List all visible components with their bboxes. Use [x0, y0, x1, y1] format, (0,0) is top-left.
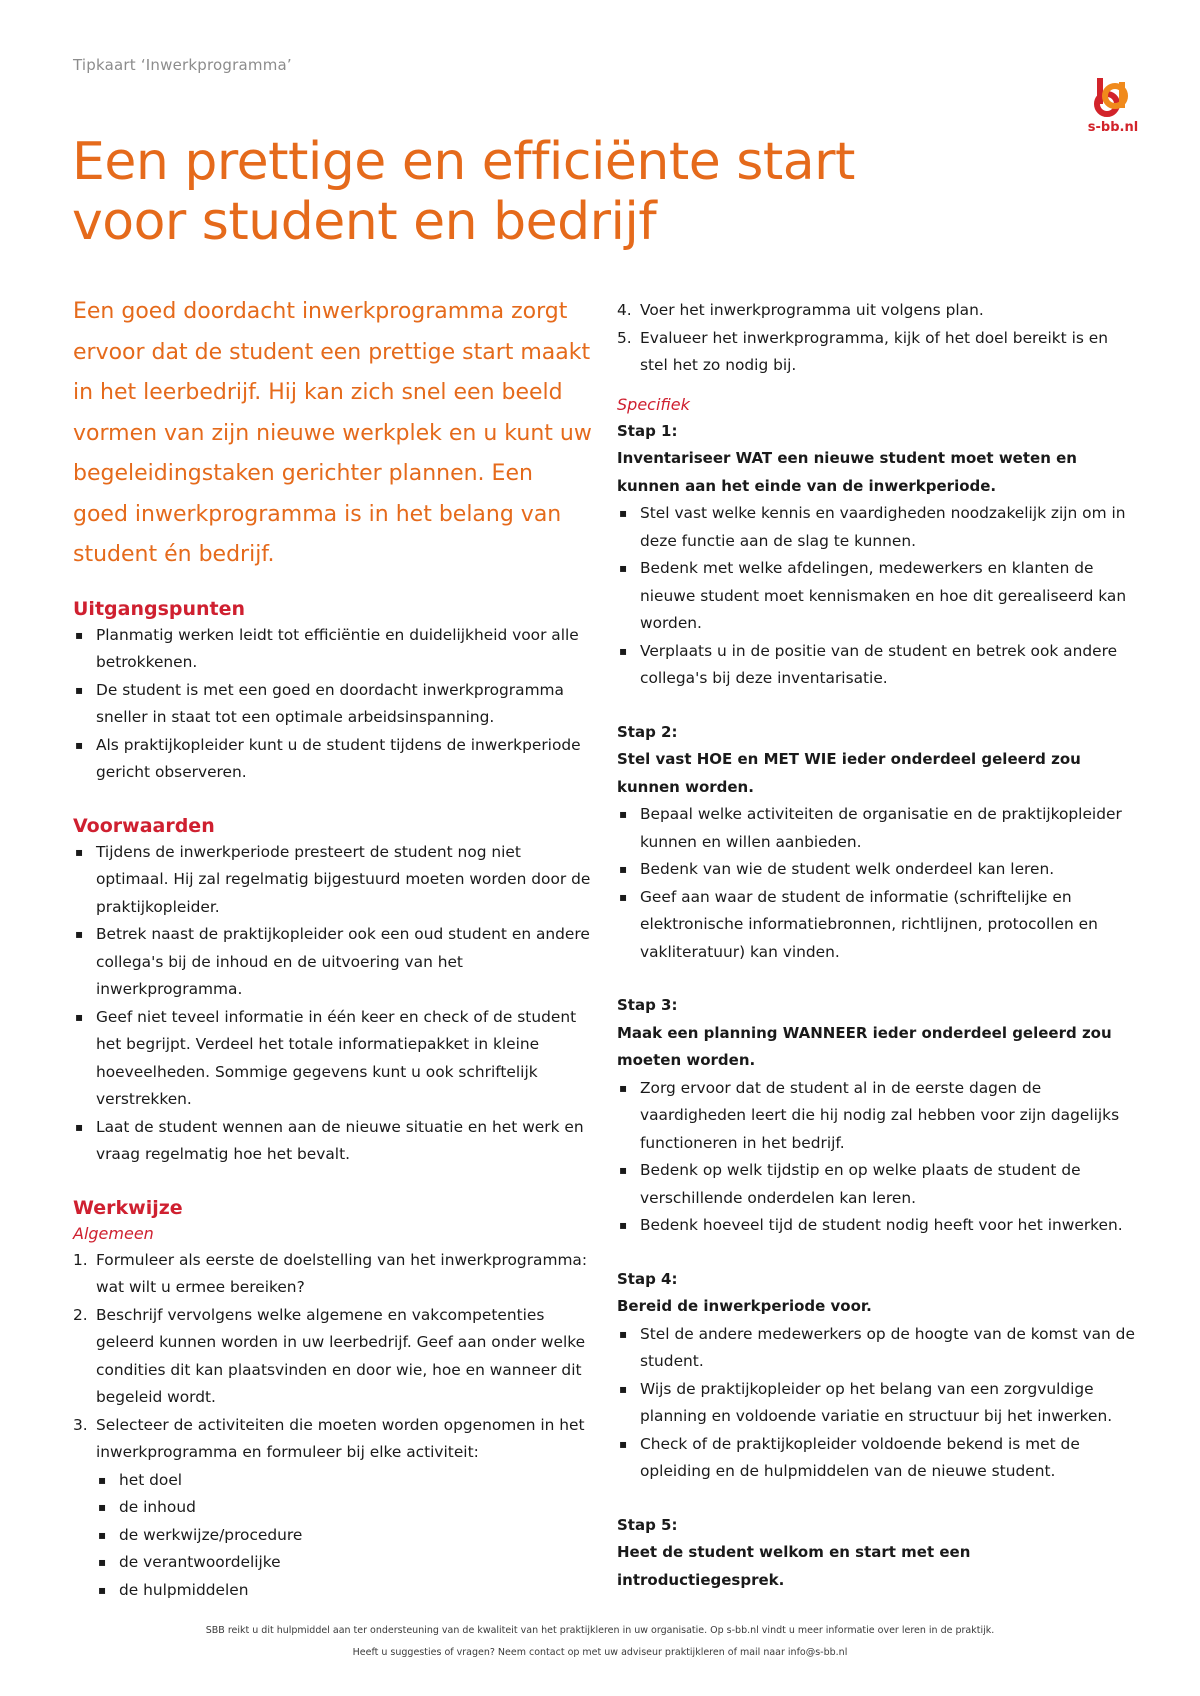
list-item [617, 297, 1137, 325]
list-item [617, 325, 1137, 380]
step-2-heading: Stap 2: [617, 722, 678, 741]
title-line-2: voor student en bedrijf [72, 192, 657, 252]
list-number: 2. [73, 1305, 88, 1324]
step-1-description: Inventariseer WAT een nieuwe student moet weten en kunnen aan het einde van de inwerkperiode. [617, 449, 1077, 495]
heading-uitgangspunten: Uitgangspunten [73, 597, 246, 620]
list-number: 4. [617, 301, 632, 319]
subheading-algemeen: Algemeen [73, 1223, 154, 1243]
doc-label: Tipkaart ‘Inwerkprogramma’ [73, 56, 292, 74]
list-item: ▪ Laat de student wennen aan de nieuwe situatie en het werk en vraag regelmatig hoe het bevalt. [73, 1114, 593, 1169]
list-item: ▪ de verantwoordelijke [96, 1549, 593, 1577]
list-item [73, 1302, 593, 1412]
list-item: ▪ de werkwijze/procedure [96, 1522, 593, 1550]
list-uitgangspunten [73, 622, 593, 787]
list-item: ▪ Bepaal welke activiteiten de organisatie en de praktijkopleider kunnen en willen aanbieden. [617, 801, 1137, 856]
list-item: ▪ De student is met een goed en doordacht inwerkprogramma sneller in staat tot een optimale arbeidsinspanning. [73, 677, 593, 732]
sbb-logo-icon [1083, 78, 1143, 120]
list-item-text: Beschrijf vervolgens welke algemene en vakcompetenties geleerd kunnen worden in uw leerbedrijf. Geef aan onder welke condities dit kan plaatsvinden en door wie, hoe en wanneer dit begeleid wordt. [96, 1305, 586, 1406]
list-item: ▪ Zorg ervoor dat de student al in de eerste dagen de vaardigheden leert die hij nodig zal hebben voor zijn dagelijks functioneren in het bedrijf. [617, 1075, 1137, 1158]
list-werkwijze-algemeen [73, 1247, 593, 1605]
list-item: ▪ Bedenk op welk tijdstip en op welke plaats de student de verschillende onderdelen kan leren. [617, 1157, 1137, 1212]
sublist-activiteit [96, 1467, 593, 1605]
step-5-description: Heet de student welkom en start met een introductiegesprek. [617, 1543, 971, 1589]
subheading-specifiek: Specifiek [617, 394, 690, 414]
intro-text: Een goed doordacht inwerkprogramma zorgt ervoor dat de student een prettige start maakt in het leerbedrijf. Hij kan zich snel een beeld vormen van zijn nieuwe werkplek en u kunt uw begeleidingstaken gerichter plannen. Een goed inwerkprogramma is in het belang van student én bedrijf. [73, 299, 592, 567]
step-1-list [617, 500, 1137, 693]
list-item: ▪ Bedenk hoeveel tijd de student nodig heeft voor het inwerken. [617, 1212, 1137, 1240]
list-number: 3. [73, 1415, 88, 1434]
heading-werkwijze: Werkwijze [73, 1196, 183, 1219]
list-item: ▪ Als praktijkopleider kunt u de student tijdens de inwerkperiode gericht observeren. [73, 732, 593, 787]
list-item: ▪ Geef niet teveel informatie in één keer en check of de student het begrijpt. Verdeel het totale informatiepakket in kleine hoeveelheden. Sommige gegevens kunt u ook schriftelijk verstrekken. [73, 1004, 593, 1114]
list-item-text: Evalueer het inwerkprogramma, kijk of het doel bereikt is en stel het zo nodig bij. [640, 328, 1109, 374]
list-item: ▪ Stel vast welke kennis en vaardigheden noodzakelijk zijn om in deze functie aan de slag te kunnen. [617, 500, 1137, 555]
step-2-list [617, 801, 1137, 966]
list-item [73, 1247, 593, 1302]
list-item: ▪ Verplaats u in de positie van de student en betrek ook andere collega's bij deze inventarisatie. [617, 638, 1137, 693]
title-line-1: Een prettige en efficiënte start [72, 132, 855, 192]
list-item-text: Formuleer als eerste de doelstelling van het inwerkprogramma: wat wilt u ermee bereiken? [96, 1250, 588, 1296]
list-item: ▪ de hulpmiddelen [96, 1577, 593, 1605]
footer-line-2: Heeft u suggesties of vragen? Neem contact op met uw adviseur praktijkleren of mail naar info@s-bb.nl [352, 1647, 848, 1658]
step-3-description: Maak een planning WANNEER ieder onderdeel geleerd zou moeten worden. [617, 1023, 1112, 1069]
step-3-heading: Stap 3: [617, 996, 678, 1014]
step-4-description: Bereid de inwerkperiode voor. [617, 1297, 872, 1315]
list-number: 1. [73, 1250, 88, 1269]
list-item: ▪ Check of de praktijkopleider voldoende bekend is met de opleiding en de hulpmiddelen van de nieuwe student. [617, 1431, 1137, 1486]
list-item: ▪ Geef aan waar de student de informatie (schriftelijke en elektronische informatiebronnen, richtlijnen, protocollen en vakliteratuur) kan vinden. [617, 884, 1137, 967]
list-number: 5. [617, 328, 632, 347]
list-item: ▪ Bedenk van wie de student welk onderdeel kan leren. [617, 856, 1137, 884]
list-werkwijze-vervolg [617, 297, 1137, 380]
list-item: ▪ de inhoud [96, 1494, 593, 1522]
step-3-list [617, 1075, 1137, 1240]
footer-line-1: SBB reikt u dit hulpmiddel aan ter ondersteuning van de kwaliteit van het praktijkleren in uw organisatie. Op s-bb.nl vindt u meer informatie over leren in de praktijk. [205, 1625, 995, 1636]
footer [0, 1620, 1200, 1664]
step-4-list [617, 1321, 1137, 1486]
list-item: ▪ Stel de andere medewerkers op de hoogte van de komst van de student. [617, 1321, 1137, 1376]
list-item: ▪ Betrek naast de praktijkopleider ook een oud student en andere collega's bij de inhoud en de uitvoering van het inwerkprogramma. [73, 921, 593, 1004]
left-column [73, 292, 593, 1604]
list-item: ▪ Wijs de praktijkopleider op het belang van een zorgvuldige planning en voldoende variatie en structuur bij het inwerken. [617, 1376, 1137, 1431]
step-5-heading: Stap 5: [617, 1515, 678, 1534]
list-item-text: Voer het inwerkprogramma uit volgens plan. [640, 301, 984, 319]
logo-text: s-bb.nl [1087, 120, 1139, 135]
step-4-heading: Stap 4: [617, 1269, 678, 1288]
list-item [73, 1412, 593, 1605]
list-item: ▪ het doel [96, 1467, 593, 1495]
list-item: ▪ Bedenk met welke afdelingen, medewerkers en klanten de nieuwe student moet kennismaken en hoe dit gerealiseerd kan worden. [617, 555, 1137, 638]
right-column [617, 297, 1137, 1594]
list-item: ▪ Tijdens de inwerkperiode presteert de student nog niet optimaal. Hij zal regelmatig bijgestuurd moeten worden door de praktijkopleider. [73, 839, 593, 922]
list-voorwaarden [73, 839, 593, 1169]
step-2-description: Stel vast HOE en MET WIE ieder onderdeel geleerd zou kunnen worden. [617, 750, 1081, 796]
list-item-text: Selecteer de activiteiten die moeten worden opgenomen in het inwerkprogramma en formuleer bij elke activiteit: [96, 1415, 585, 1461]
list-item: ▪ Planmatig werken leidt tot efficiëntie en duidelijkheid voor alle betrokkenen. [73, 622, 593, 677]
page-title [72, 132, 855, 252]
step-1-heading: Stap 1: [617, 421, 678, 440]
heading-voorwaarden: Voorwaarden [73, 814, 215, 837]
